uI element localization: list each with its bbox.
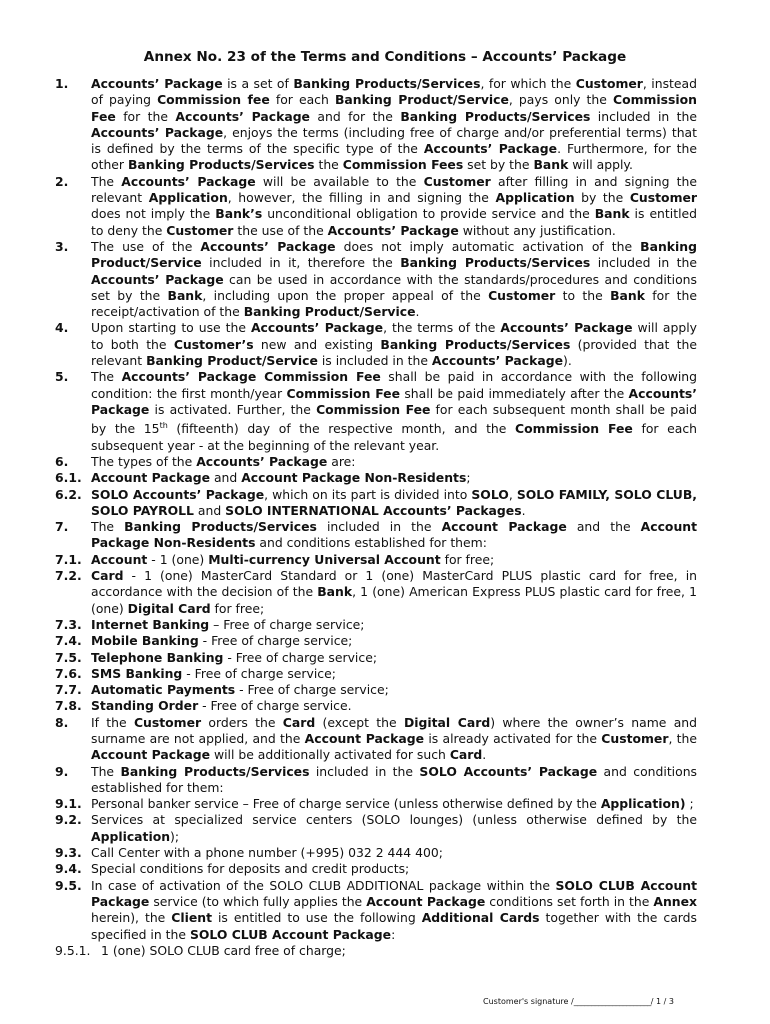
bold-term: Accounts’ Package [121,173,256,189]
clause-text-segment: is a set of [222,76,294,91]
clause-text [91,698,697,714]
bold-term: Bank [167,287,203,303]
clause-text [91,682,697,698]
bold-term: Accounts’ Package [91,124,224,140]
clause-text-segment: Upon starting to use the [91,320,251,336]
clause-text-segment: for each subsequent month shall be paid by the 15 [91,401,697,437]
clause-item [55,812,697,845]
clause-text-segment: and for the [309,108,401,124]
clause-text-segment: ). [563,353,572,369]
clause-text-segment: , the terms of the [383,320,501,336]
bold-term: Commission Fee [91,92,697,124]
clause-item [55,454,697,470]
bold-term: Application [91,828,171,844]
clause-text-segment: The [91,519,125,535]
clause-text-segment: , enjoys the terms (including free of charge and/or preferential terms) that is defined by the terms of the specific type of the [91,124,698,157]
clause-text-segment: will apply to both the [91,320,697,352]
clause-text [91,845,697,861]
bold-term: Banking Products/Services [124,519,317,535]
clause-text-segment: conditions set forth in the [485,893,654,909]
bold-term: Banking Product/Service [91,238,697,271]
clause-number: 7.1. [55,551,82,567]
bold-term: Digital Card [127,600,211,616]
clause-text-segment: (provided that the relevant [91,336,697,369]
clause-text [91,861,697,877]
bold-term: Accounts’ Package Commission Fee [121,369,381,385]
clause-number: 7.6. [55,665,82,681]
clause-item [55,682,697,698]
bold-term: Application [148,190,228,206]
bold-term: SOLO CLUB Account Package [91,877,698,909]
bold-term: Banking Products/Services [120,763,310,779]
clause-text-segment: , [508,486,517,502]
clause-text-segment: and conditions established for them: [91,763,698,795]
clause-text-segment: shall be paid immediately after the [400,385,629,401]
bold-term: Banking Products/Services [293,76,481,91]
bold-term: Customer [166,222,234,238]
clause-text-segment: , the [668,731,697,746]
clause-text-segment: to the [555,287,611,303]
clause-text-segment: ; [466,470,471,486]
clause-text-segment: th [159,421,168,431]
clause-item [55,369,697,454]
bold-term: Accounts’ Package [175,108,310,124]
clause-text [91,796,697,812]
clause-text [91,812,697,845]
clause-text-segment: for free; [440,551,495,567]
clause-text-segment: , which on its part is divided into [264,486,472,502]
bold-term: Accounts’ Package [91,385,697,417]
bold-term: Banking Products/Services [380,336,571,352]
clause-item [55,715,697,764]
clause-text-segment: included in the [316,519,442,535]
clause-number: 6.2. [55,486,82,502]
bold-term: Bank [594,206,630,222]
clause-text-segment: can be used in accordance with the standards/procedures and conditions set by the [91,271,697,303]
clause-text-segment: included in the [590,108,697,124]
clause-text-segment: and [193,502,226,518]
clause-number: 9.5.1. [55,942,91,958]
clause-number: 7.8. [55,698,82,714]
signature-line: ______________________ [573,997,651,1006]
bold-term: Customer’s [173,336,254,352]
clause-text-segment: . [521,502,526,518]
clause-item [55,519,697,552]
bold-term: Banking Products/Services [400,108,591,124]
clause-text-segment: and [210,470,242,486]
clause-text-segment: The types of the [91,453,197,469]
clause-number: 3. [55,238,69,254]
clause-text-segment: included in the [309,763,420,779]
clause-text-segment: , 1 (one) American Express PLUS plastic card for free, 1 (one) [91,584,697,616]
clause-item [55,239,697,320]
clause-text [91,487,697,520]
clause-text-segment: is entitled to use the following [212,910,422,926]
clause-item [55,650,697,666]
clause-text-segment: included in it, therefore the [201,255,401,271]
clause-text [91,320,697,369]
bold-term: Card [282,714,316,730]
bold-term: Automatic Payments [91,682,236,698]
clause-item [55,552,697,568]
clause-text-segment: does not imply automatic activation of the [335,238,641,254]
clause-text [91,666,697,682]
clause-text-segment: , however, the filling in and signing the [227,190,496,206]
clause-text-segment: will be available to the [255,173,424,189]
bold-term: Banking Products/Services [127,157,315,173]
clause-item [55,174,697,239]
clause-text [91,174,697,239]
clause-text [91,369,697,454]
bold-term: Commission Fees [342,157,464,173]
bold-term: Commission Fee [316,401,431,417]
bold-term: Banking Product/Service [334,92,509,108]
bold-term: Account Package Non-Residents [91,519,698,551]
clause-text-segment: The [91,763,121,779]
clause-text-segment: - Free of charge service; [182,665,336,681]
clause-item [55,698,697,714]
bold-term: Application) [600,796,686,812]
clause-number: 6. [55,453,69,469]
bold-term: Accounts’ Package [431,353,563,369]
clause-text-segment: - 1 (one) MasterCard Standard or 1 (one) MasterCard PLUS plastic card for free, in accordance with the decision of the [91,568,697,600]
clause-text-segment: (except the [315,714,404,730]
clause-text-segment: , pays only the [508,92,613,108]
clause-number: 5. [55,369,69,385]
bold-term: Customer [601,731,669,746]
clause-number: 7.5. [55,649,82,665]
bold-term: Bank [610,287,645,303]
clause-text-segment: without any justification. [458,222,616,238]
clause-text-segment: unconditional obligation to provide service and the [262,206,595,222]
clause-text-segment: is entitled to deny the [91,206,698,238]
clause-text [91,519,697,552]
signature-label: Customer's signature / [483,997,574,1006]
bold-term: Account Package [304,731,425,746]
clause-text-segment: ; [685,796,694,812]
bold-term: Commission Fee [286,385,400,401]
clause-number: 7.2. [55,568,82,584]
bold-term: Digital Card [403,714,491,730]
clause-number: 9.5. [55,877,82,893]
bold-term: SOLO FAMILY, SOLO CLUB, SOLO PAYROLL [91,486,697,518]
clause-text-segment: . [482,747,487,763]
bold-term: Accounts’ Package [423,141,558,157]
clause-text-segment: , for which the [480,76,576,91]
clause-text [91,568,697,617]
bold-term: Account Package [441,519,567,535]
clause-text [91,764,697,797]
bold-term: Internet Banking [91,616,210,632]
clause-text-segment: . [415,304,420,320]
clause-item [55,943,697,959]
bold-term: SOLO Accounts’ Package [91,486,265,502]
bold-term: Account Package Non-Residents [241,470,467,486]
clause-text-segment: , including upon the proper appeal of the [202,287,489,303]
clause-text-segment: ); [170,828,180,844]
bold-term: Customer [629,190,697,206]
bold-term: Accounts’ Package [250,320,384,336]
bold-term: Customer [133,714,202,730]
bold-term: SOLO [471,486,509,502]
clause-text-segment: Special conditions for deposits and credit products; [91,861,410,877]
clause-item [55,796,697,812]
clause-item [55,845,697,861]
bold-term: Commission Fee [515,421,633,437]
clause-text-segment: 1 (one) SOLO CLUB card free of charge; [101,942,346,958]
clause-text-segment: for free; [210,600,265,616]
bold-term: Telephone Banking [91,649,224,665]
clause-text-segment: - Free of charge service; [223,649,377,665]
clause-item [55,320,697,369]
terms-list [55,76,697,959]
clause-text-segment: Services at specialized service centers (SOLO lounges) (unless otherwise defined by the [91,812,697,828]
clause-text-segment: for the [115,108,176,124]
clause-text [91,617,697,633]
clause-text-segment: are: [327,453,356,469]
clause-text-segment: for the receipt/activation of the [91,287,697,320]
clause-text-segment: The [91,173,122,189]
clause-item [55,568,697,617]
clause-number: 7.3. [55,616,82,632]
clause-text-segment: is included in the [317,353,432,369]
clause-text [91,552,697,568]
clause-text [91,470,697,486]
clause-text [91,633,697,649]
bold-term: Annex [653,893,697,909]
bold-term: Customer [488,287,556,303]
clause-text-segment: If the [91,714,134,730]
page-title: Annex No. 23 of the Terms and Conditions – Accounts’ Package [143,49,627,65]
clause-text-segment: together with the cards specified in the [91,910,697,942]
bold-term: SOLO CLUB Account Package [189,926,392,942]
clause-number: 6.1. [55,470,82,486]
bold-term: Accounts’ Package [91,271,224,287]
clause-text [91,239,697,320]
bold-term: Multi-currency Universal Account [208,551,441,567]
clause-text-segment: The [91,369,122,385]
bold-term: Banking Products/Services [400,255,591,271]
clause-text-segment: - 1 (one) [147,551,209,567]
clause-item [55,470,697,486]
clause-text-segment: for each subsequent year - at the beginning of the relevant year. [91,421,698,453]
clause-text-segment: will be additionally activated for such [210,747,450,763]
clause-text-segment: – Free of charge service; [209,616,365,632]
clause-number: 2. [55,173,69,189]
bold-term: Mobile Banking [91,633,199,649]
bold-term: Account [91,551,148,567]
clause-text-segment: service (to which fully applies the [149,893,367,909]
clause-item [55,878,697,943]
signature-footer [483,997,674,1006]
clause-text-segment: : [391,926,396,942]
bold-term: Additional Cards [421,910,540,926]
clause-text-segment: by the [574,190,630,206]
bold-term: Account Package [366,893,486,909]
clause-text [101,943,697,959]
clause-text [91,76,697,174]
clause-text-segment: shall be paid in accordance with the following condition: the first month/year [91,369,697,401]
clause-number: 8. [55,714,69,730]
bold-term: Card [449,747,483,763]
bold-term: Bank [317,584,353,600]
clause-text-segment: ) where the owner’s name and surname are not applied, and the [91,714,698,746]
clause-text-segment: and conditions established for them: [255,535,487,551]
clause-text-segment: for each [269,92,335,108]
bold-term: Banking Product/Service [146,353,318,369]
clause-text-segment: , instead of paying [91,76,697,108]
clause-number: 7.4. [55,633,82,649]
clause-text-segment: will apply. [568,157,633,173]
clause-item [55,666,697,682]
clause-text-segment: is activated. Further, the [149,401,317,417]
bold-term: Commission fee [157,92,270,108]
clause-text-segment: - Free of charge service; [198,633,353,649]
clause-text [91,650,697,666]
clause-text-segment: included in the [590,255,697,271]
bold-term: SOLO Accounts’ Package [419,763,598,779]
clause-text-segment: (fifteenth) day of the respective month, and the [167,421,516,437]
bold-term: Accounts’ Package [500,320,633,336]
bold-term: Account Package [91,747,210,763]
clause-text-segment: - Free of charge service. [198,698,352,714]
clause-text-segment: the [314,157,343,173]
clause-text-segment: orders the [201,714,283,730]
clause-item [55,764,697,797]
bold-term: Accounts’ Package [196,453,328,469]
clause-item [55,861,697,877]
clause-text-segment: herein), the [91,910,172,926]
clause-text-segment: . Furthermore, for the other [91,141,697,173]
clause-number: 7. [55,519,69,535]
clause-text-segment: The use of the [91,238,201,254]
clause-number: 9. [55,763,69,779]
bold-term: Bank’s [215,206,263,222]
clause-number: 9.4. [55,861,82,877]
bold-term: Application [495,190,575,206]
bold-term: Customer [423,173,491,189]
bold-term: Customer [575,76,643,91]
page-number: / 1 / 3 [650,997,674,1006]
clause-number: 7.7. [55,682,82,698]
bold-term: Account Package [91,470,210,486]
clause-text [91,878,697,943]
bold-term: Client [171,910,213,926]
bold-term: Accounts’ Package [200,238,336,254]
clause-text-segment: does not imply the [91,206,216,222]
clause-number: 9.1. [55,796,82,812]
clause-text-segment: after filling in and signing the relevant [91,173,698,206]
clause-text-segment: new and existing [253,336,381,352]
clause-text-segment: Personal banker service – Free of charge service (unless otherwise defined by the [91,796,601,812]
clause-text [91,454,697,470]
bold-term: SMS Banking [91,665,183,681]
bold-term: Card [91,568,124,584]
clause-text-segment: Call Center with a phone number (+995) 032 2 444 400; [91,845,443,861]
clause-text-segment: set by the [463,157,534,173]
clause-text-segment: - Free of charge service; [235,682,389,698]
bold-term: Bank [533,157,569,173]
bold-term: SOLO INTERNATIONAL Accounts’ Packages [225,502,522,518]
clause-item [55,633,697,649]
bold-term: Banking Product/Service [243,304,416,320]
bold-term: Accounts’ Package [91,76,223,91]
clause-text-segment: is already activated for the [424,731,602,746]
clause-text-segment: the use of the [233,222,328,238]
clause-text [91,715,697,764]
clause-item [55,487,697,520]
bold-term: Standing Order [91,698,199,714]
clause-number: 4. [55,320,69,336]
clause-number: 9.3. [55,845,82,861]
clause-item [55,617,697,633]
bold-term: Accounts’ Package [327,222,459,238]
clause-number: 9.2. [55,812,82,828]
clause-item [55,76,697,174]
clause-number: 1. [55,76,69,91]
clause-text-segment: In case of activation of the SOLO CLUB ADDITIONAL package within the [91,877,556,893]
clause-text-segment: and the [566,519,641,535]
